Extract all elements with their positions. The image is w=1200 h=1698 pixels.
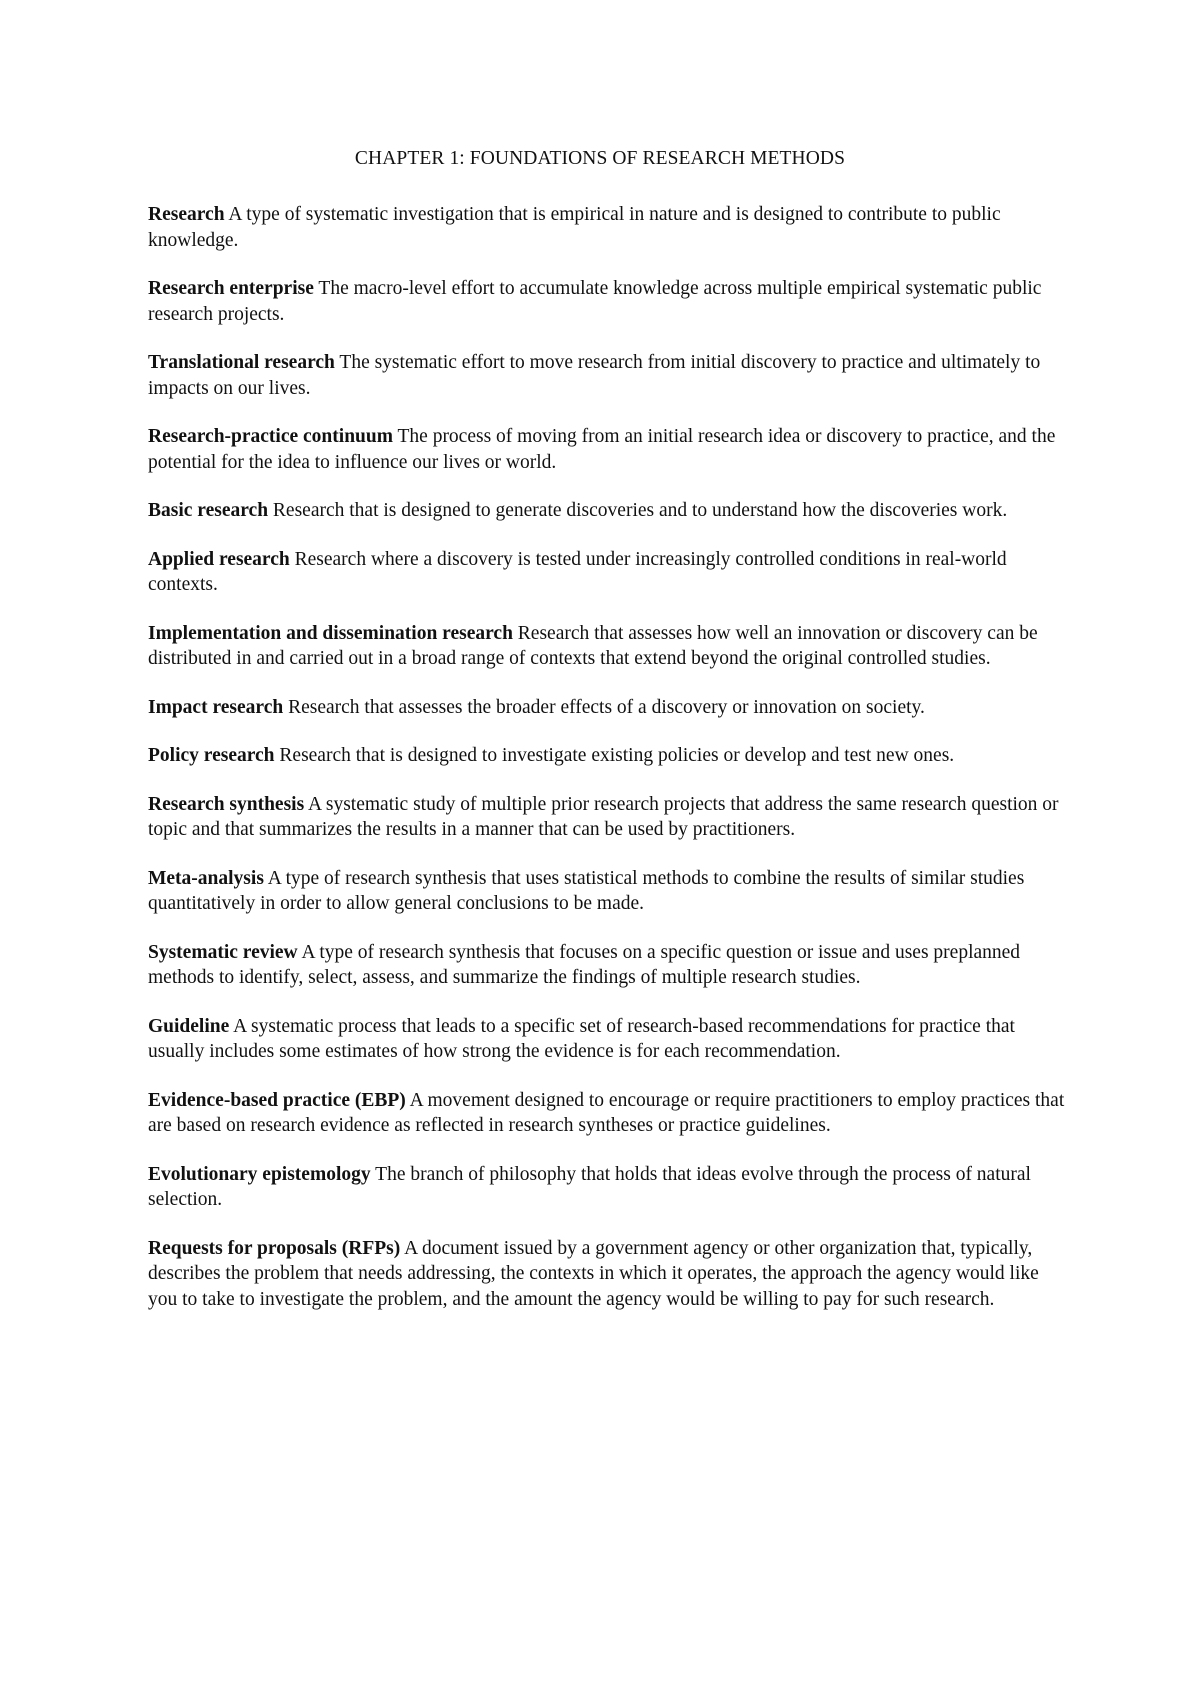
glossary-entry: [148, 1088, 1068, 1139]
glossary-term: Research enterprise: [148, 278, 314, 299]
glossary-term: Evolutionary epistemology: [148, 1163, 371, 1185]
glossary-entry: [148, 1162, 1068, 1213]
glossary-term: Implementation and dissemination research: [148, 622, 513, 644]
glossary-entry: [148, 695, 1068, 721]
glossary-entry: [148, 866, 1068, 917]
glossary-list: [148, 202, 1068, 1335]
glossary-entry: [148, 276, 1068, 327]
glossary-definition: The systematic effort to move research from initial discovery to practice and ultimately to impacts on our lives.: [148, 352, 1041, 399]
glossary-term: Research synthesis: [148, 793, 305, 815]
glossary-definition: Research that assesses the broader effects of a discovery or innovation on society.: [288, 696, 925, 718]
glossary-term: Systematic review: [148, 941, 298, 963]
glossary-term: Requests for proposals (RFPs): [148, 1237, 401, 1259]
glossary-definition: The process of moving from an initial research idea or discovery to practice, and the potential for the idea to influence our lives or world.: [148, 426, 1056, 473]
glossary-entry: [148, 498, 1068, 524]
glossary-term: Meta-analysis: [148, 867, 264, 889]
glossary-entry: [148, 743, 1068, 769]
glossary-entry: [148, 621, 1068, 672]
glossary-term: Policy research: [148, 745, 275, 766]
glossary-term: Guideline: [148, 1015, 230, 1037]
glossary-definition: The branch of philosophy that holds that ideas evolve through the process of natural selection.: [148, 1163, 1031, 1210]
glossary-entry: [148, 792, 1068, 843]
glossary-term: Impact research: [148, 696, 284, 718]
glossary-definition: Research that assesses how well an innovation or discovery can be distributed in and carried out in a broad range of contexts that extend beyond the original controlled studies.: [148, 622, 1038, 669]
glossary-definition: A type of research synthesis that focuses on a specific question or issue and uses preplanned methods to identify, select, assess, and summarize the findings of multiple research studies.: [148, 941, 1021, 988]
glossary-entry: [148, 424, 1068, 475]
glossary-entry: [148, 547, 1068, 598]
glossary-entry: [148, 1014, 1068, 1065]
glossary-term: Applied research: [148, 548, 290, 570]
glossary-definition: A document issued by a government agency or other organization that, typically, describes the problem that needs addressing, the contexts in which it operates, the approach the agency would like you to take to investigate the problem, and the amount the agency would be willing to pay for such research.: [148, 1237, 1039, 1310]
glossary-term: Basic research: [148, 500, 269, 521]
glossary-definition: A movement designed to encourage or require practitioners to employ practices that are based on research evidence as reflected in research syntheses or practice guidelines.: [148, 1089, 1065, 1136]
glossary-entry: [148, 202, 1068, 253]
glossary-definition: A systematic process that leads to a specific set of research-based recommendations for practice that usually includes some estimates of how strong the evidence is for each recommendation.: [148, 1015, 1015, 1062]
glossary-term: Research-practice continuum: [148, 426, 393, 447]
chapter-title: CHAPTER 1: FOUNDATIONS OF RESEARCH METHODS: [354, 148, 846, 169]
glossary-entry: [148, 350, 1068, 401]
glossary-definition: Research that is designed to generate discoveries and to understand how the discoveries work.: [272, 500, 1008, 521]
glossary-term: Evidence-based practice (EBP): [148, 1089, 406, 1111]
glossary-term: Research: [148, 204, 225, 225]
glossary-definition: The macro-level effort to accumulate knowledge across multiple empirical systematic public research projects.: [148, 278, 1042, 325]
glossary-definition: Research that is designed to investigate existing policies or develop and test new ones.: [279, 745, 955, 766]
glossary-definition: A type of systematic investigation that is empirical in nature and is designed to contribute to public knowledge.: [148, 204, 1001, 251]
glossary-definition: A systematic study of multiple prior research projects that address the same research question or topic and that summarizes the results in a manner that can be used by practitioners.: [148, 793, 1059, 840]
glossary-entry: [148, 1236, 1068, 1313]
glossary-term: Translational research: [148, 352, 335, 373]
glossary-definition: A type of research synthesis that uses statistical methods to combine the results of similar studies quantitatively in order to allow general conclusions to be made.: [148, 867, 1025, 914]
glossary-definition: Research where a discovery is tested under increasingly controlled conditions in real-world contexts.: [148, 548, 1007, 595]
glossary-entry: [148, 940, 1068, 991]
